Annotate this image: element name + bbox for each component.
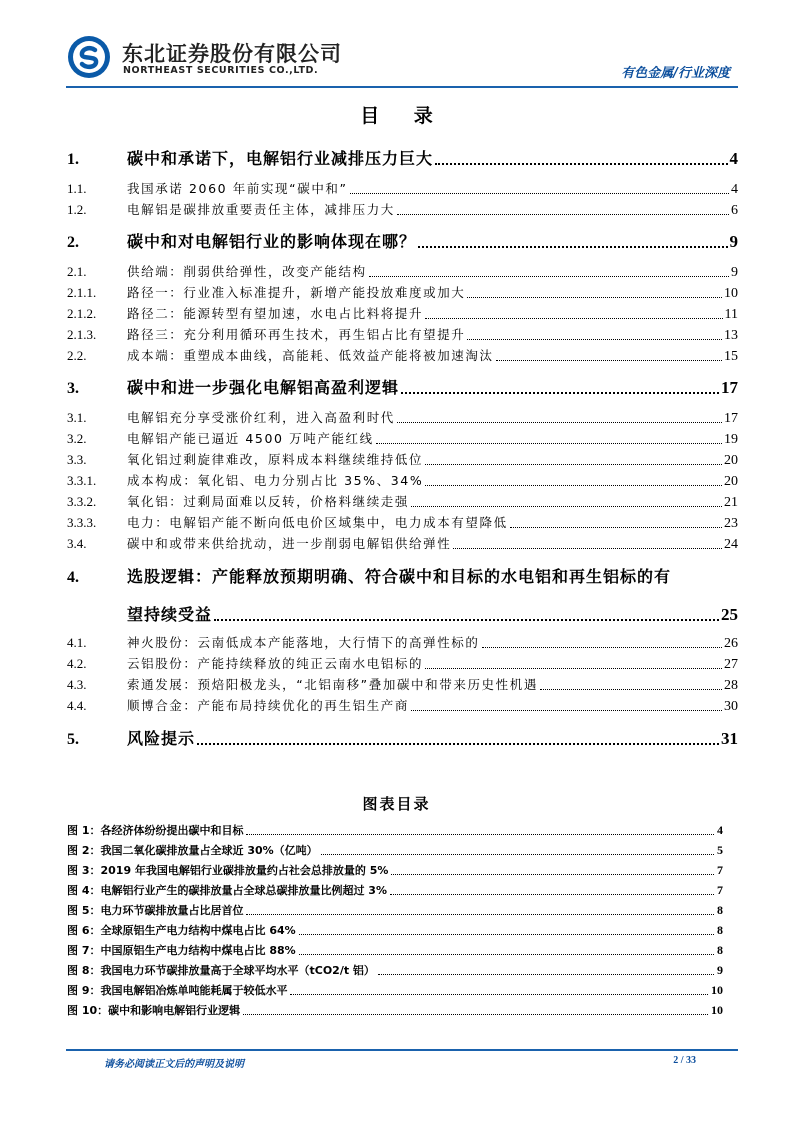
leader-dots	[299, 934, 714, 935]
leader-dots	[390, 894, 714, 895]
toc-entry-number: 3.3.1.	[67, 473, 97, 488]
toc-entry-page: 15	[724, 349, 738, 364]
toc-entry-number: 2.1.2.	[67, 306, 97, 321]
figure-number: 图 10：	[67, 1004, 109, 1017]
toc-entry-text: 碳中和或带来供给扰动，进一步削弱电解铝供给弹性	[127, 536, 452, 551]
toc-entry-1-2[interactable]	[67, 200, 738, 219]
page-indicator: 2 / 33	[673, 1055, 696, 1066]
toc-entry-page: 4	[731, 182, 738, 197]
toc-entry-number: 3.	[67, 380, 79, 397]
toc-entry-page: 28	[724, 678, 738, 693]
figure-entry-7[interactable]	[67, 942, 723, 958]
figure-page: 7	[717, 863, 723, 877]
figure-page: 8	[717, 923, 723, 937]
figure-entry-1[interactable]	[67, 822, 723, 838]
toc-entry-page: 9	[729, 232, 738, 251]
figure-number: 图 9：	[67, 984, 101, 997]
figure-number: 图 5：	[67, 904, 101, 917]
leader-dots	[467, 297, 722, 298]
toc-entry-3-3-2[interactable]	[67, 492, 738, 511]
leader-dots	[467, 339, 722, 340]
leader-dots	[243, 1014, 708, 1015]
toc-entry-text: 供给端：削弱供给弹性，改变产能结构	[127, 264, 367, 279]
toc-entry-page: 4	[729, 149, 738, 168]
leader-dots	[435, 163, 727, 165]
toc-entry-text: 电解铝产能已逼近 4500 万吨产能红线	[127, 431, 374, 446]
toc-entry-2[interactable]	[67, 229, 738, 252]
toc-entry-number: 3.4.	[67, 536, 87, 551]
leader-dots	[246, 834, 714, 835]
figure-page: 5	[717, 843, 723, 857]
toc-entry-4[interactable]	[67, 564, 738, 587]
leader-dots	[391, 874, 714, 875]
toc-entry-page: 21	[724, 495, 738, 510]
toc-entry-number: 4.2.	[67, 656, 87, 671]
toc-entry-page: 27	[724, 657, 738, 672]
footer-divider	[66, 1049, 738, 1051]
toc-entry-text: 索通发展：预焙阳极龙头，“北铝南移”叠加碳中和带来历史性机遇	[127, 677, 538, 692]
toc-entry-number: 3.1.	[67, 410, 87, 425]
toc-entry-5[interactable]	[67, 726, 738, 749]
toc-entry-text: 电解铝是碳排放重要责任主体，减排压力大	[127, 202, 395, 217]
figure-number: 图 3：	[67, 864, 101, 877]
toc-entry-page: 11	[724, 307, 738, 322]
leader-dots	[299, 954, 714, 955]
toc-entry-page: 26	[724, 636, 738, 651]
figure-entry-2[interactable]	[67, 842, 723, 858]
figure-number: 图 1：	[67, 824, 101, 837]
toc-entry-page: 17	[721, 378, 738, 397]
leader-dots	[378, 974, 714, 975]
toc-entry-3-3-3[interactable]	[67, 513, 738, 532]
leader-dots	[197, 743, 719, 745]
leader-dots	[510, 527, 722, 528]
figure-caption: 全球原铝生产电力结构中煤电占比 64%	[100, 924, 296, 937]
toc-entry-3-2[interactable]	[67, 429, 738, 448]
toc-entry-4-2[interactable]	[67, 654, 738, 673]
toc-entry-page: 30	[724, 699, 738, 714]
toc-title: 目 录	[360, 105, 447, 127]
northeast-securities-logo-icon	[68, 36, 110, 78]
leader-dots	[397, 422, 722, 423]
toc-entry-number: 1.2.	[67, 202, 87, 217]
figure-entry-8[interactable]	[67, 962, 723, 978]
toc-entry-number: 4.4.	[67, 698, 87, 713]
toc-entry-number: 2.2.	[67, 348, 87, 363]
figure-page: 7	[717, 883, 723, 897]
figure-page: 4	[717, 823, 723, 837]
company-name-en: NORTHEAST SECURITIES CO.,LTD.	[123, 65, 319, 76]
header-divider	[66, 86, 738, 88]
toc-entry-number: 1.1.	[67, 181, 87, 196]
leader-dots	[401, 392, 719, 394]
figure-page: 9	[717, 963, 723, 977]
leader-dots	[321, 854, 714, 855]
toc-entry-page: 24	[724, 537, 738, 552]
figure-caption: 我国电力环节碳排放量高于全球平均水平（tCO2/t 铝）	[100, 964, 375, 977]
toc-entry-number: 3.2.	[67, 431, 87, 446]
s-swirl-icon	[73, 41, 105, 73]
toc-entry-text: 云铝股份：产能持续释放的纯正云南水电铝标的	[127, 656, 424, 671]
page-header	[66, 34, 738, 86]
toc-entry-4-4[interactable]	[67, 696, 738, 715]
toc-entry-page: 19	[724, 432, 738, 447]
figure-caption: 各经济体纷纷提出碳中和目标	[100, 824, 244, 837]
toc-entry-number: 2.1.	[67, 264, 87, 279]
leader-dots	[453, 548, 722, 549]
leader-dots	[350, 193, 729, 194]
toc-entry-text: 路径三：充分利用循环再生技术，再生铝占比有望提升	[127, 327, 466, 342]
leader-dots	[411, 710, 722, 711]
toc-entry-number: 3.3.2.	[67, 494, 97, 509]
figure-number: 图 7：	[67, 944, 101, 957]
toc-entry-text: 电解铝充分享受涨价红利，进入高盈利时代	[127, 410, 395, 425]
toc-entry-number: 4.3.	[67, 677, 87, 692]
toc-entry-2-1-1[interactable]	[67, 283, 738, 302]
toc-entry-text: 路径一：行业准入标准提升，新增产能投放难度或加大	[127, 285, 466, 300]
leader-dots	[425, 318, 722, 319]
toc-entry-text: 电力：电解铝产能不断向低电价区域集中，电力成本有望降低	[127, 515, 508, 530]
toc-entry-number: 2.1.3.	[67, 327, 97, 342]
toc-entry-text: 成本构成：氧化铝、电力分别占比 35%、34%	[127, 473, 424, 488]
toc-entry-text-line2: 望持续受益	[127, 605, 213, 624]
figure-caption: 电力环节碳排放量占比居首位	[100, 904, 244, 917]
toc-entry-number: 3.3.3.	[67, 515, 97, 530]
toc-entry-text: 氧化铝过剩旋律难改，原料成本料继续维持低位	[127, 452, 424, 467]
leader-dots	[376, 443, 722, 444]
toc-entry-2-1-3[interactable]	[67, 325, 738, 344]
figure-number: 图 8：	[67, 964, 101, 977]
toc-entry-page: 13	[724, 328, 738, 343]
leader-dots	[290, 994, 708, 995]
figure-entry-5[interactable]	[67, 902, 723, 918]
toc-entry-text: 碳中和承诺下，电解铝行业减排压力巨大	[127, 149, 434, 168]
toc-entry-3-3[interactable]	[67, 450, 738, 469]
toc-entry-text: 碳中和对电解铝行业的影响体现在哪？	[127, 232, 417, 251]
toc-entry-page: 25	[721, 605, 738, 624]
leader-dots	[246, 914, 714, 915]
toc-entry-text: 顺博合金：产能布局持续优化的再生铝生产商	[127, 698, 410, 713]
toc-entry-3-4[interactable]	[67, 534, 738, 553]
figure-entry-6[interactable]	[67, 922, 723, 938]
figure-entry-10[interactable]	[67, 1002, 723, 1018]
toc-entry-number: 4.	[67, 569, 79, 586]
toc-entry-page: 6	[731, 203, 738, 218]
report-category: 有色金属/行业深度	[621, 66, 730, 81]
figure-entry-4[interactable]	[67, 882, 723, 898]
toc-entry-text: 碳中和进一步强化电解铝高盈利逻辑	[127, 378, 400, 397]
figure-caption: 电解铝行业产生的碳排放量占全球总碳排放量比例超过 3%	[100, 884, 387, 897]
leader-dots	[397, 214, 729, 215]
toc-entry-page: 10	[724, 286, 738, 301]
toc-entry-text: 成本端：重塑成本曲线，高能耗、低效益产能将被加速淘汰	[127, 348, 494, 363]
toc-entry-page: 31	[721, 729, 738, 748]
toc-entry-3[interactable]	[67, 375, 738, 398]
toc-entry-3-3-1[interactable]	[67, 471, 738, 490]
toc-entry-2-1-2[interactable]	[67, 304, 738, 323]
toc-entry-page: 23	[724, 516, 738, 531]
figure-page: 10	[711, 983, 723, 997]
leader-dots	[425, 668, 722, 669]
toc-entry-page: 17	[724, 411, 738, 426]
figure-page: 8	[717, 903, 723, 917]
figure-entry-3[interactable]	[67, 862, 723, 878]
figures-list-title: 图表目录	[362, 795, 431, 813]
leader-dots	[496, 360, 722, 361]
toc-entry-1[interactable]	[67, 146, 738, 169]
toc-entry-text: 神火股份：云南低成本产能落地，大行情下的高弹性标的	[127, 635, 480, 650]
toc-entry-number: 5.	[67, 731, 79, 748]
leader-dots	[540, 689, 722, 690]
leader-dots	[369, 276, 729, 277]
toc-entry-number: 2.	[67, 234, 79, 251]
figure-caption: 碳中和影响电解铝行业逻辑	[108, 1004, 241, 1017]
toc-entry-text-line1: 选股逻辑：产能释放预期明确、符合碳中和目标的水电铝和再生铝标的有	[127, 567, 672, 586]
leader-dots	[425, 464, 722, 465]
leader-dots	[411, 506, 722, 507]
toc-entry-text: 风险提示	[127, 729, 196, 748]
toc-entry-page: 20	[724, 453, 738, 468]
toc-entry-3-1[interactable]	[67, 408, 738, 427]
leader-dots	[425, 485, 722, 486]
toc-entry-page: 20	[724, 474, 738, 489]
toc-entry-text: 氧化铝：过剩局面难以反转，价格料继续走强	[127, 494, 410, 509]
toc-entry-4-3[interactable]	[67, 675, 738, 694]
leader-dots	[418, 246, 727, 248]
figure-number: 图 4：	[67, 884, 101, 897]
leader-dots	[214, 619, 719, 621]
figure-caption: 我国二氧化碳排放量占全球近 30%（亿吨）	[100, 844, 318, 857]
figure-number: 图 2：	[67, 844, 101, 857]
toc-entry-text: 路径二：能源转型有望加速，水电占比料将提升	[127, 306, 424, 321]
toc-entry-number: 1.	[67, 151, 79, 168]
toc-entry-4-continued[interactable]	[127, 602, 738, 625]
figure-caption: 2019 年我国电解铝行业碳排放量约占社会总排放量的 5%	[100, 864, 389, 877]
figure-number: 图 6：	[67, 924, 101, 937]
toc-entry-page: 9	[731, 265, 738, 280]
footer-disclaimer: 请务必阅读正文后的声明及说明	[104, 1059, 244, 1070]
toc-entry-number: 3.3.	[67, 452, 87, 467]
figure-caption: 我国电解铝冶炼单吨能耗属于较低水平	[100, 984, 288, 997]
toc-entry-4-1[interactable]	[67, 633, 738, 652]
figure-caption: 中国原铝生产电力结构中煤电占比 88%	[100, 944, 296, 957]
toc-entry-text: 我国承诺 2060 年前实现“碳中和”	[127, 181, 348, 196]
toc-entry-number: 4.1.	[67, 635, 87, 650]
figure-entry-9[interactable]	[67, 982, 723, 998]
toc-entry-1-1[interactable]	[67, 179, 738, 198]
toc-entry-number: 2.1.1.	[67, 285, 97, 300]
leader-dots	[482, 647, 722, 648]
figure-page: 10	[711, 1003, 723, 1017]
figure-page: 8	[717, 943, 723, 957]
toc-entry-2-1[interactable]	[67, 262, 738, 281]
toc-entry-2-2[interactable]	[67, 346, 738, 365]
company-name-cn: 东北证券股份有限公司	[122, 42, 342, 66]
